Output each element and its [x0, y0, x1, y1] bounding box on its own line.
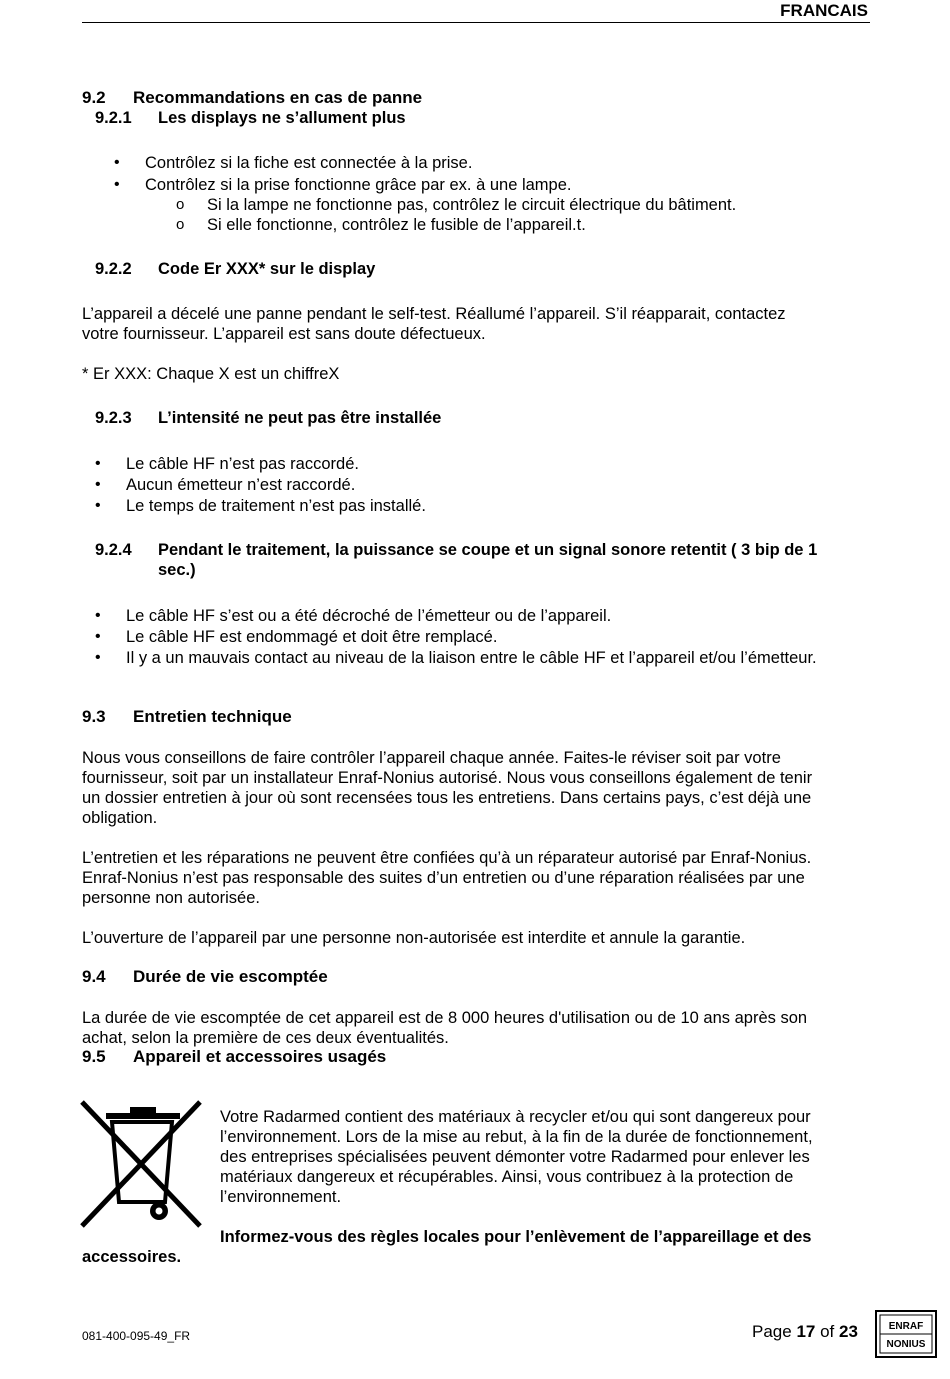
- logo-text: ENRAF: [888, 1321, 924, 1332]
- section-title: Code Er XXX* sur le display: [158, 260, 376, 278]
- language-label: FRANCAIS: [780, 1, 868, 20]
- bullet-icon: •: [95, 476, 101, 493]
- page-number: 17: [796, 1322, 816, 1341]
- section-title: L’intensité ne peut pas être installée: [158, 409, 442, 427]
- section-title: Durée de vie escomptée: [133, 967, 328, 986]
- section-9-2-heading: [82, 88, 423, 108]
- paragraph-maintenance-3: L’ouverture de l’appareil par une personne non-autorisée est interdite et annule la garantie.: [82, 929, 746, 947]
- section-number: 9.2.2: [95, 260, 132, 278]
- disposal-notice-line: Informez-vous des règles locales pour l’enlèvement de l’appareillage et des: [220, 1228, 812, 1246]
- bullet-icon: •: [95, 607, 101, 624]
- paragraph-line: votre fournisseur. L’appareil est sans doute défectueux.: [82, 325, 486, 343]
- section-title: Appareil et accessoires usagés: [133, 1047, 387, 1066]
- bullet-icon: •: [95, 497, 101, 514]
- paragraph-maintenance-2: [82, 848, 872, 908]
- paragraph-line: L’appareil a décelé une panne pendant le self-test. Réallumé l’appareil. S’il réapparait, contactez: [82, 305, 786, 323]
- sub-list-item: Si elle fonctionne, contrôlez le fusible de l’appareil.t.: [207, 216, 586, 234]
- page-indicator: [752, 1322, 858, 1342]
- section-number: 9.2: [82, 88, 106, 107]
- bullet-icon: •: [114, 176, 120, 193]
- section-title: Pendant le traitement, la puissance se coupe et un signal sonore retentit ( 3 bip de 1: [158, 541, 818, 559]
- list-item: Le câble HF n’est pas raccordé.: [126, 455, 359, 473]
- list-item: Aucun émetteur n’est raccordé.: [126, 476, 356, 494]
- list-item: Le câble HF s’est ou a été décroché de l’émetteur ou de l’appareil.: [126, 607, 612, 625]
- paragraph-line: des entreprises spécialisées peuvent démonter votre Radarmed pour enlever les: [220, 1148, 810, 1166]
- section-9-2-2-heading: [95, 259, 376, 279]
- bullet-icon: •: [114, 154, 120, 171]
- list-item: Il y a un mauvais contact au niveau de la liaison entre le câble HF et l’appareil et/ou l’émetteur.: [126, 649, 817, 667]
- paragraph-maintenance-1: [82, 748, 872, 828]
- list-item: Le câble HF est endommagé et doit être remplacé.: [126, 628, 498, 646]
- sub-bullet-marker: o: [176, 196, 185, 213]
- logo-text: NONIUS: [886, 1339, 926, 1350]
- sub-list-item: Si la lampe ne fonctionne pas, contrôlez le circuit électrique du bâtiment.: [207, 196, 737, 214]
- section-9-2-1-heading: [95, 108, 406, 128]
- section-title: Les displays ne s’allument plus: [158, 109, 406, 127]
- enraf-nonius-logo: [875, 1310, 937, 1358]
- weee-crossed-bin-icon: [78, 1098, 204, 1232]
- paragraph-line: un dossier entretien à jour où sont recensées tous les entretiens. Dans certains pays, c’est déjà une: [82, 789, 812, 807]
- section-9-2-4-heading: [95, 540, 818, 560]
- disposal-notice-line: accessoires.: [82, 1248, 182, 1266]
- section-9-4-heading: [82, 967, 328, 987]
- paragraph-lifetime: [82, 1008, 872, 1048]
- paragraph-line: Enraf-Nonius n’est pas responsable des suites d’un entretien ou d’une réparation réalisées par une: [82, 869, 805, 887]
- footnote: * Er XXX: Chaque X est un chiffreX: [82, 365, 340, 383]
- bullet-icon: •: [95, 628, 101, 645]
- paragraph-line: obligation.: [82, 809, 158, 827]
- list-item: Le temps de traitement n’est pas installé.: [126, 497, 426, 515]
- paragraph-line: matériaux dangereux et récupérables. Ainsi, vous contribuez à la protection de: [220, 1168, 794, 1186]
- paragraph-line: l’environnement.: [220, 1188, 342, 1206]
- section-9-3-heading: [82, 707, 292, 727]
- section-number: 9.2.4: [95, 541, 132, 559]
- bullet-icon: •: [95, 455, 101, 472]
- page-word: Page: [752, 1322, 792, 1341]
- paragraph-line: l’environnement. Lors de la mise au rebut, à la fin de la durée de fonctionnement,: [220, 1128, 813, 1146]
- paragraph-line: La durée de vie escomptée de cet appareil est de 8 000 heures d'utilisation ou de 10 ans après son: [82, 1009, 808, 1027]
- paragraph-line: Votre Radarmed contient des matériaux à recycler et/ou qui sont dangereux pour: [220, 1108, 811, 1126]
- list-item: Contrôlez si la fiche est connectée à la prise.: [145, 154, 473, 172]
- section-number: 9.3: [82, 707, 106, 726]
- paragraph-line: L’entretien et les réparations ne peuvent être confiées qu’à un réparateur autorisé par Enraf-Nonius.: [82, 849, 812, 867]
- section-number: 9.5: [82, 1047, 106, 1066]
- paragraph-line: Nous vous conseillons de faire contrôler l’appareil chaque année. Faites-le réviser soit par votre: [82, 749, 781, 767]
- sub-bullet-marker: o: [176, 216, 185, 233]
- paragraph-disposal: [220, 1107, 870, 1207]
- section-9-2-3-heading: [95, 408, 442, 428]
- section-title: Recommandations en cas de panne: [133, 88, 423, 107]
- section-9-5-heading: [82, 1047, 387, 1067]
- section-title-continued: sec.): [158, 561, 196, 579]
- header-rule: [82, 22, 870, 23]
- section-number: 9.4: [82, 967, 106, 986]
- list-item: Contrôlez si la prise fonctionne grâce par ex. à une lampe.: [145, 176, 572, 194]
- of-word: of: [820, 1322, 835, 1341]
- document-code: 081-400-095-49_FR: [82, 1329, 191, 1343]
- section-number: 9.2.1: [95, 109, 132, 127]
- paragraph-line: fournisseur, soit par un installateur Enraf-Nonius autorisé. Nous vous conseillons également de tenir: [82, 769, 813, 787]
- section-title: Entretien technique: [133, 707, 292, 726]
- paragraph-line: achat, selon la première de ces deux éventualités.: [82, 1029, 449, 1047]
- page-total: 23: [839, 1322, 858, 1341]
- bullet-icon: •: [95, 649, 101, 666]
- section-number: 9.2.3: [95, 409, 132, 427]
- paragraph-line: personne non autorisée.: [82, 889, 260, 907]
